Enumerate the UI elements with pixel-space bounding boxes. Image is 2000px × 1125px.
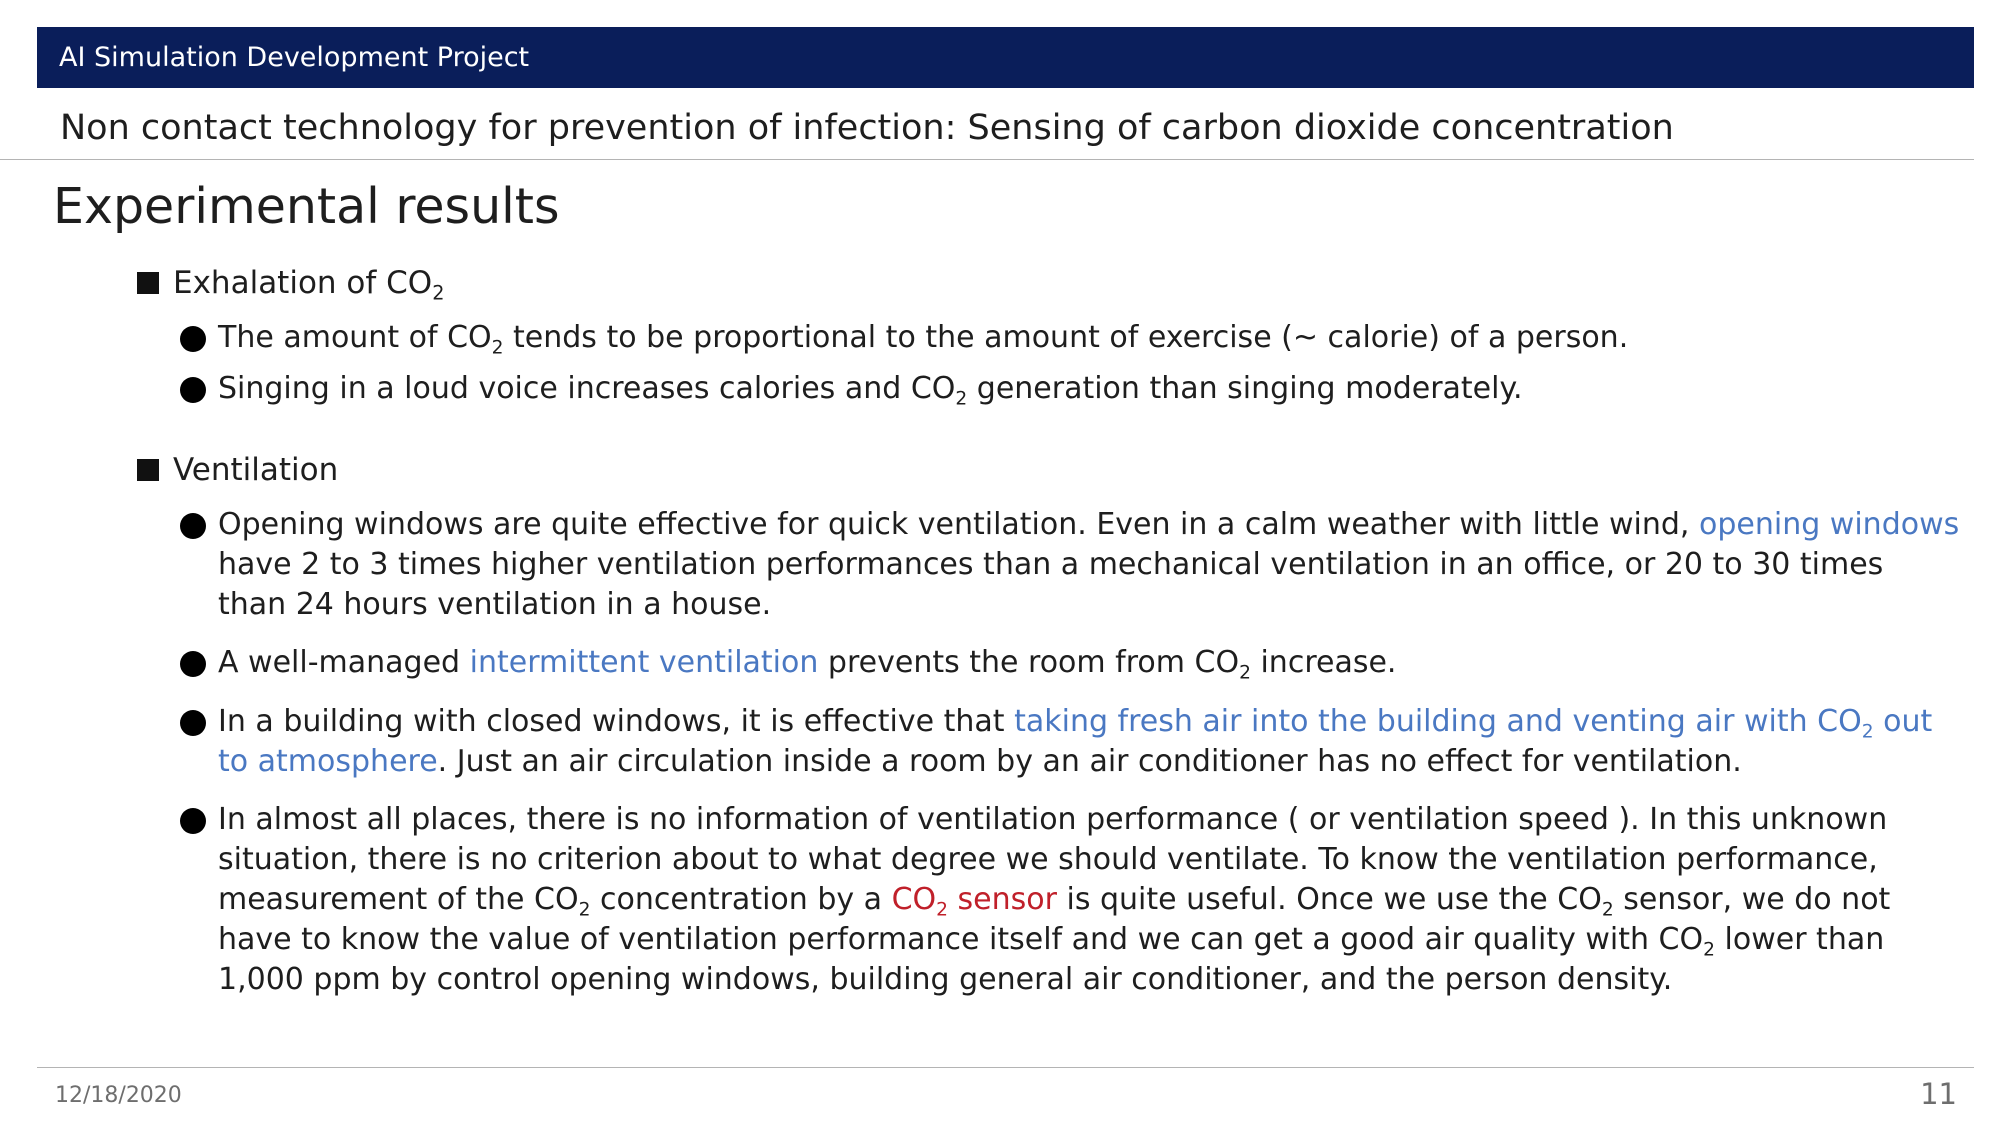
bullet-item (180, 702, 1940, 782)
bullet-text: generation than singing moderately. (967, 371, 1523, 406)
square-bullet-icon (137, 459, 159, 481)
square-bullet-icon (137, 272, 159, 294)
section-title: Exhalation of CO (173, 265, 433, 301)
subscript: 2 (936, 899, 948, 921)
bullet-text: have 2 to 3 times higher ventilation performances than a mechanical ventilation in an office, or 20 to 30 times than 24 hours ventilation in a house. (218, 547, 1884, 622)
subscript: 2 (1239, 662, 1251, 684)
highlight-text: intermittent ventilation (469, 645, 819, 680)
highlight-text: taking fresh air into the building and venting air with CO (1014, 704, 1862, 739)
subscript: 2 (491, 337, 504, 359)
bullet-text: The amount of CO (218, 320, 492, 355)
section-exhalation (137, 263, 444, 303)
bullet-text: prevents the room from CO (818, 645, 1240, 680)
footer-date: 12/18/2020 (55, 1083, 182, 1108)
page-number: 11 (1920, 1077, 1957, 1111)
highlight-text: opening windows (1699, 507, 1960, 542)
subscript: 2 (432, 281, 445, 305)
bullet-item (180, 643, 1940, 683)
bullet-text: Singing in a loud voice increases calories and CO (218, 371, 956, 406)
bullet-dot-icon (180, 651, 206, 677)
bullet-text: concentration by a (590, 882, 892, 917)
bullet-dot-icon (180, 808, 206, 834)
subscript: 2 (1861, 721, 1874, 743)
bullet-item (180, 505, 1960, 625)
bullet-text: tends to be proportional to the amount of exercise (~ calorie) of a person. (503, 320, 1629, 355)
bullet-text: is quite useful. Once we use the CO (1056, 882, 1602, 917)
header-title: AI Simulation Development Project (59, 42, 530, 73)
bullet-dot-icon (180, 513, 206, 539)
slide-subtitle: Non contact technology for prevention of infection: Sensing of carbon dioxide concentration (60, 108, 1674, 148)
bullet-text: A well-managed (218, 645, 470, 680)
subscript: 2 (1703, 939, 1715, 961)
bullet-dot-icon (180, 710, 206, 736)
header-bar (37, 27, 1974, 88)
bullet-dot-icon (180, 377, 206, 403)
section-title: Ventilation (173, 452, 339, 488)
bottom-divider (37, 1067, 1974, 1068)
bullet-dot-icon (180, 326, 206, 352)
subscript: 2 (1601, 899, 1614, 921)
highlight-text: CO (891, 882, 937, 917)
highlight-text: out to atmosphere (218, 704, 1933, 779)
bullet-text: sensor, we do not have to know the value of ventilation performance itself and we can get a good air quality with CO (218, 882, 1891, 957)
bullet-text: . Just an air circulation inside a room by an air conditioner has no effect for ventilation. (437, 744, 1742, 779)
slide-heading: Experimental results (53, 178, 560, 235)
bullet-text: increase. (1250, 645, 1397, 680)
bullet-text: lower than 1,000 ppm by control opening windows, building general air conditioner, and the person density. (218, 922, 1885, 997)
section-ventilation (137, 450, 338, 490)
bullet-text: In a building with closed windows, it is effective that (218, 704, 1015, 739)
bullet-item (180, 318, 1940, 358)
top-divider (0, 159, 1974, 160)
bullet-text: In almost all places, there is no information of ventilation performance ( or ventilation speed ). In this unknown situation, there is no criterion about to what degree we should ventilate. To know the ventilation performance, measurement of the CO (218, 802, 1888, 917)
subscript: 2 (955, 388, 968, 410)
bullet-text: Opening windows are quite effective for quick ventilation. Even in a calm weather with little wind, (218, 507, 1700, 542)
bullet-item (180, 369, 1940, 409)
highlight-text: sensor (947, 882, 1057, 917)
subscript: 2 (578, 899, 591, 921)
bullet-item (180, 800, 1940, 1000)
